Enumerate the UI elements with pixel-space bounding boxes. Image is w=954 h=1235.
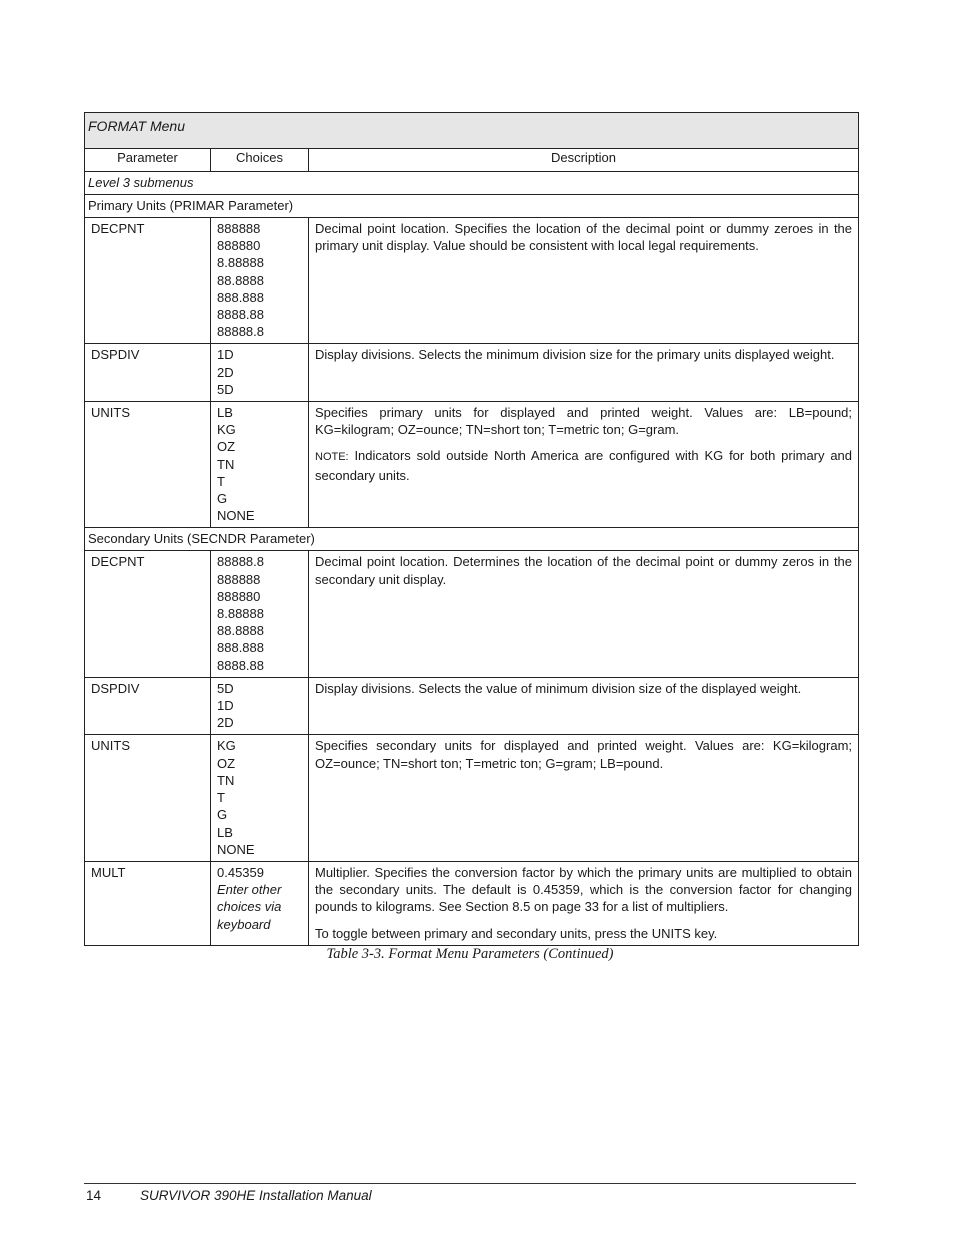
table-row (85, 861, 859, 945)
choice-value: 5D (217, 680, 234, 696)
description-text: Specifies primary units for displayed and printed weight. Values are: LB=pound; KG=kilogram; OZ=ounce; TN=short ton; T=metric ton; G=gram. (315, 405, 853, 438)
choice-value: OZ (217, 439, 236, 455)
description-cell (309, 677, 859, 735)
choices-cell (211, 735, 309, 861)
choice-note: choices via (217, 899, 282, 915)
table-row (85, 677, 859, 735)
choice-value: 8888.88 (217, 307, 264, 323)
choice-value: 8.88888 (217, 255, 264, 271)
choice-value: 1D (217, 698, 234, 714)
choices-cell (211, 218, 309, 344)
footer-rule (84, 1183, 856, 1184)
description-cell (309, 861, 859, 945)
choice-value: OZ (217, 755, 236, 771)
choice-note: Enter other (217, 882, 282, 898)
choices-cell (211, 551, 309, 677)
table-row (85, 344, 859, 402)
choice-value: 8888.88 (217, 657, 264, 673)
manual-title: SURVIVOR 390HE Installation Manual (140, 1188, 372, 1203)
choice-value: 88.8888 (217, 623, 264, 639)
choice-value: 888.888 (217, 289, 264, 305)
table-row (85, 551, 859, 677)
secondary-section-heading: Secondary Units (SECNDR Parameter) (85, 528, 859, 551)
parameter-cell: UNITS (85, 402, 211, 528)
choices-cell (211, 861, 309, 945)
parameter-cell: UNITS (85, 735, 211, 861)
choice-value: 888880 (217, 588, 261, 604)
choice-value: NONE (217, 841, 255, 857)
primary-section-heading: Primary Units (PRIMAR Parameter) (85, 195, 859, 218)
table-caption: Table 3-3. Format Menu Parameters (Continued) (326, 946, 614, 962)
choice-value: 8.88888 (217, 606, 264, 622)
description-cell (309, 735, 859, 861)
choice-value: KG (217, 738, 236, 754)
header-choices: Choices (211, 149, 309, 172)
table-row (85, 735, 859, 861)
description-text: Decimal point location. Determines the location of the decimal point or dummy zeros in the secondary unit display. (315, 554, 853, 587)
choice-note: keyboard (217, 916, 271, 932)
choice-value: KG (217, 422, 236, 438)
choice-value: 2D (217, 715, 234, 731)
table-row (85, 402, 859, 528)
description-cell (309, 218, 859, 344)
description-text: Multiplier. Specifies the conversion factor by which the primary units are multiplied to obtain the secondary units. The default is 0.45359, which is the conversion factor for changing pounds to kilograms. See Section 8.5 on page 33 for a list of multipliers. (315, 864, 853, 915)
page-number: 14 (86, 1188, 102, 1203)
choice-value: G (217, 491, 228, 507)
choice-value: 2D (217, 364, 234, 380)
description-text: Display divisions. Selects the value of minimum division size of the displayed weight. (315, 680, 802, 696)
choice-value: 88.8888 (217, 272, 264, 288)
choice-value: LB (217, 824, 233, 840)
parameter-cell: DSPDIV (85, 677, 211, 735)
note-paragraph (315, 447, 852, 483)
header-description: Description (309, 149, 859, 172)
table-header-row (85, 149, 859, 172)
choice-value: 888888 (217, 221, 261, 236)
choice-value: 1D (217, 347, 234, 363)
parameter-cell: DSPDIV (85, 344, 211, 402)
choice-value: TN (217, 456, 235, 472)
note-label: NOTE: (315, 451, 349, 464)
choice-value: T (217, 473, 225, 489)
choice-value: 888880 (217, 238, 261, 254)
header-parameter: Parameter (85, 149, 211, 172)
parameter-cell: MULT (85, 861, 211, 945)
choice-value: 888.888 (217, 640, 264, 656)
choice-value: 0.45359 (217, 864, 264, 880)
choice-value: T (217, 790, 225, 806)
table-title: FORMAT Menu (85, 113, 859, 149)
choice-value: G (217, 807, 228, 823)
choice-value: 888888 (217, 571, 261, 587)
choice-value: NONE (217, 508, 255, 524)
choice-value: TN (217, 772, 235, 788)
description-text: Specifies secondary units for displayed and printed weight. Values are: KG=kilogram; OZ=ounce; TN=short ton; T=metric ton; G=gram; LB=pound. (315, 738, 853, 771)
table-row (85, 218, 859, 344)
choice-value: 88888.8 (217, 324, 264, 340)
description-text-extra: To toggle between primary and secondary units, press the UNITS key. (315, 925, 718, 941)
format-menu-table (84, 112, 859, 946)
parameter-cell: DECPNT (85, 218, 211, 344)
choices-cell (211, 344, 309, 402)
level-label: Level 3 submenus (85, 172, 859, 195)
note-text: Indicators sold outside North America are configured with KG for both primary and secondary units. (315, 448, 853, 483)
choices-cell (211, 677, 309, 735)
choices-cell (211, 402, 309, 528)
description-text: Display divisions. Selects the minimum division size for the primary units displayed weight. (315, 347, 835, 363)
choice-value: LB (217, 405, 233, 421)
description-cell (309, 551, 859, 677)
description-text: Decimal point location. Specifies the location of the decimal point or dummy zeroes in the primary unit display. Value should be consistent with local legal requirements. (315, 221, 853, 254)
choice-value: 5D (217, 381, 234, 397)
description-cell (309, 402, 859, 528)
choice-value: 88888.8 (217, 554, 264, 570)
parameter-cell: DECPNT (85, 551, 211, 677)
description-cell (309, 344, 859, 402)
